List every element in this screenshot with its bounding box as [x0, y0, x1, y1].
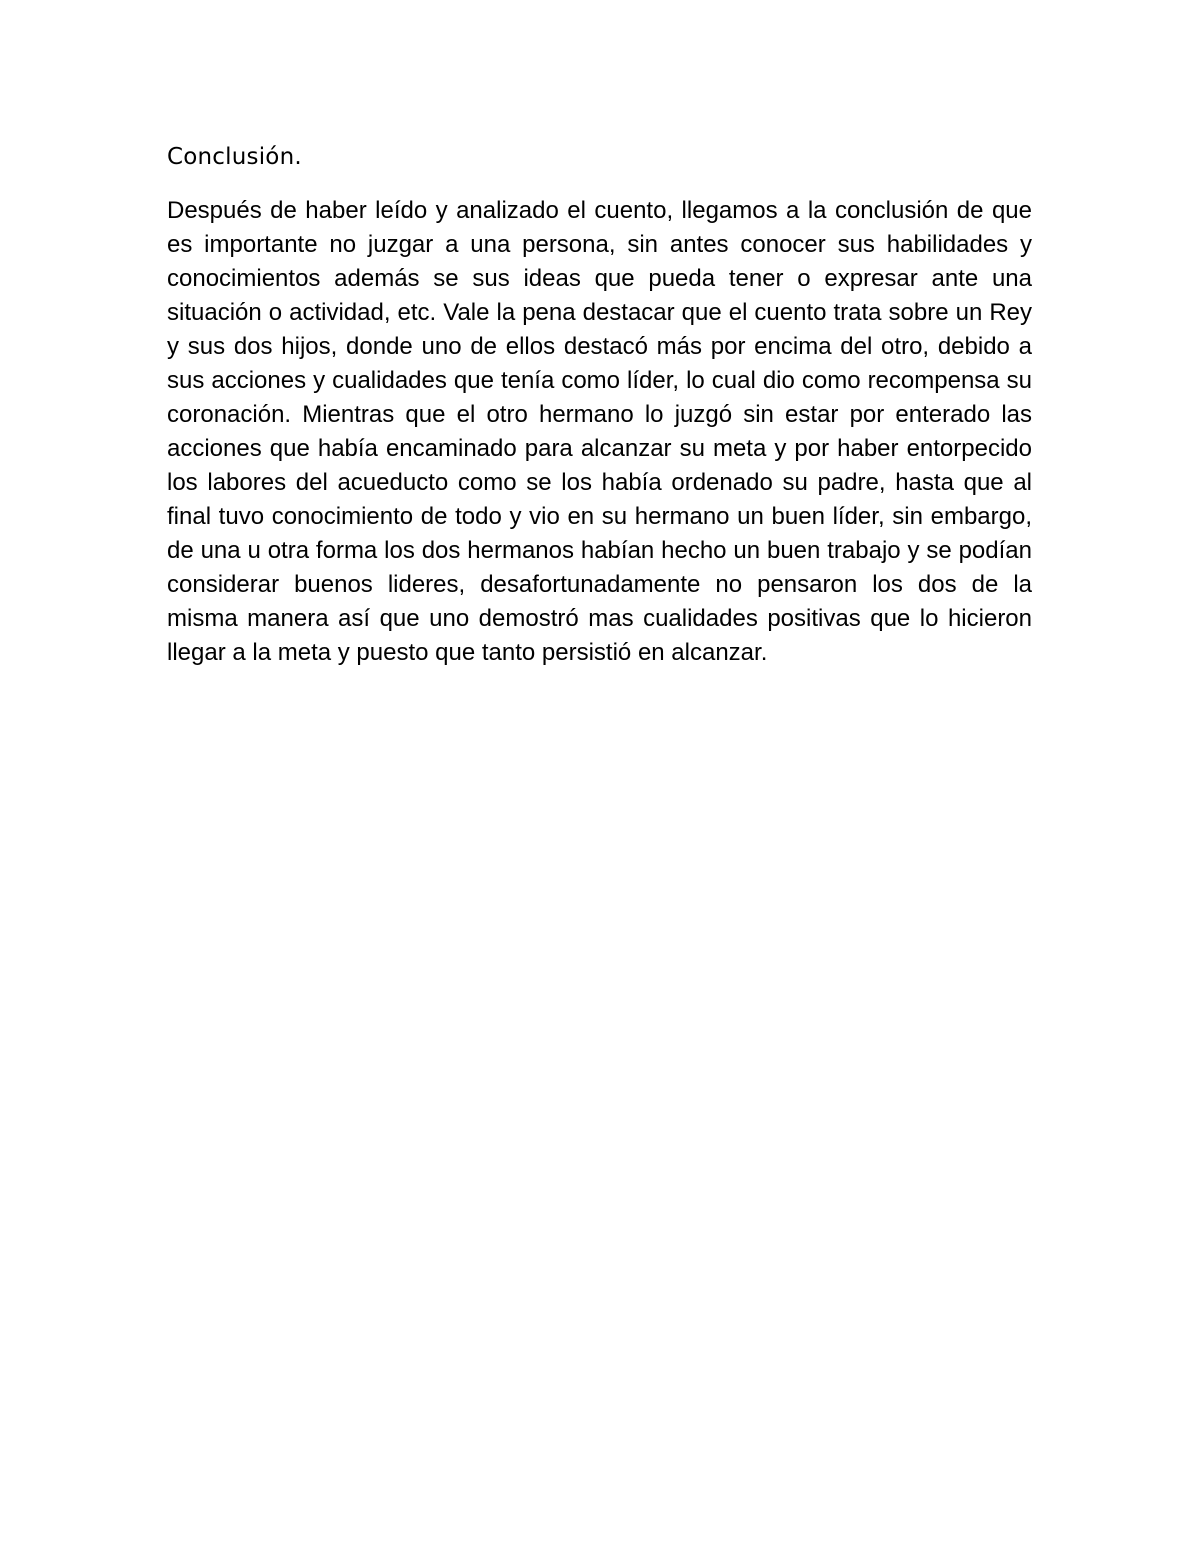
- document-heading: Conclusión.: [167, 144, 302, 170]
- document-content: [167, 140, 1032, 670]
- document-paragraph: Después de haber leído y analizado el cuento, llegamos a la conclusión de que es importante no juzgar a una persona, sin antes conocer sus habilidades y conocimientos además se sus ideas que pueda tener o expresar ante una situación o actividad, etc. Vale la pena destacar que el cuento trata sobre un Rey y sus dos hijos, donde uno de ellos destacó más por encima del otro, debido a sus acciones y cualidades que tenía como líder, lo cual dio como recompensa su coronación. Mientras que el otro hermano lo juzgó sin estar por enterado las acciones que había encaminado para alcanzar su meta y por haber entorpecido los labores del acueducto como se los había ordenado su padre, hasta que al final tuvo conocimiento de todo y vio en su hermano un buen líder, sin embargo, de una u otra forma los dos hermanos habían hecho un buen trabajo y se podían considerar buenos lideres, desafortunadamente no pensaron los dos de la misma manera así que uno demostró mas cualidades positivas que lo hicieron llegar a la meta y puesto que tanto persistió en alcanzar.: [167, 197, 1032, 666]
